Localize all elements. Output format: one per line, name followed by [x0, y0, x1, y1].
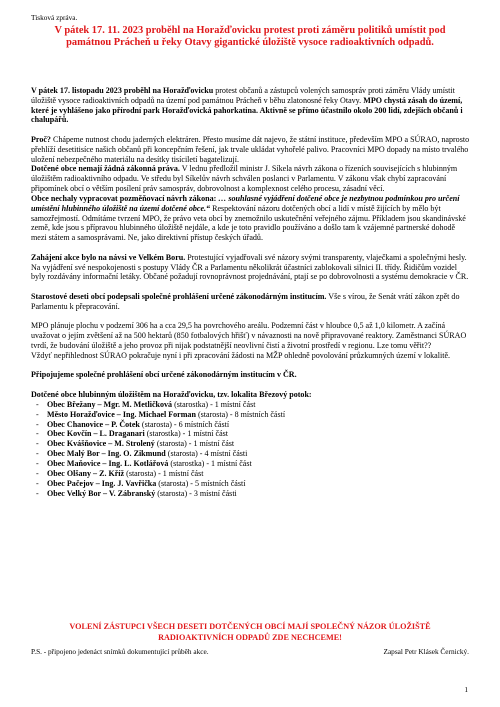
- closing-statement: VOLENÍ ZÁSTUPCI VŠECH DESETI DOTČENÝCH OBCÍ MAJÍ SPOLEČNÝ NÁZOR ÚLOŽIŠTĚ RADIOAKTIVNÍCH ODPADŮ ZDE NECHCEME!: [69, 622, 431, 642]
- list-item: - Obec Kvášňovice – M. Strolený (starosta) - 1 místní část: [31, 439, 472, 449]
- why-paragraph: [31, 135, 472, 164]
- press-release-label: Tisková zpráva.: [31, 13, 78, 22]
- list-item: - Obec Olšany – Z. Kříž (starosta) - 1 místní část: [31, 469, 472, 479]
- document-body: [31, 86, 472, 498]
- attachment-note: Připojujeme společné prohlášení obcí určené zákonodárným institucím v ČR.: [31, 370, 297, 380]
- signature-line: Zapsal Petr Klásek Černický.: [383, 647, 469, 656]
- why-lead: Proč?: [31, 135, 51, 145]
- no-rights-text: V lednu předložil ministr J. Síkela návrh zákona o řízeních souvisejících s hlubinným úložištěm radioaktivního odpadu. Ve středu byl Síkelův návrh schválen poslanci v Parlamentu. V zákonu však chybí zapracování připomínek obcí o větším posílení práv samospráv, dobrovolnost a komplexnost celého procesu, zásadní věcí.: [31, 164, 458, 194]
- mpo-area-paragraph: MPO plánuje plochu v podzemí 306 ha a cca 29,5 ha povrchového areálu. Podzemní část v hloubce 0,5 až 1,0 kilometr. A začíná uvažovat o jejím zvětšení až na 500 hektarů (850 fotbalových hřišť) v návaznosti na nově připravované reaktory. Zaměstnanci SÚRAO tvrdí, že budování úložiště a jeho provoz při nijak podstatnější neovlivní čistí a životní prostředí v regionu. Lze tomu věřit??: [31, 321, 467, 351]
- page-number: 1: [464, 685, 468, 694]
- amendment-text: Respektování názoru dotčených obcí a lidí v místě žijících by mělo být samozřejmostí. Odmítáme tvrzení MPO, že právo veta obcí by znemožnilo uskutečnění veřejného zájmu. Příkladem jsou skandinávské země, kde jsou s přípravou hlubinného úložiště nejdále, a kde je toto pravidlo používáno a došlo tam k vzájemné partnerské dohodě mezi státem a samosprávami. Ne, jako direktivní přístup českých úřadů.: [31, 203, 466, 243]
- intro-text: protest občanů a zástupců volených samospráv proti záměru Vlády umístit úložiště vysoce radioaktivních odpadů na území pod památnou Prácheň v běhu zlatonosné řeky Otavy.: [31, 86, 455, 105]
- list-item: - Obec Malý Bor – Ing. O. Zikmund (starosta) - 4 místní části: [31, 449, 472, 459]
- amendment-lead: Obce nechaly vypracovat pozměňovací návrh zákona:: [31, 193, 217, 203]
- list-item: - Obec Velký Bor – V. Zábranský (starosta) - 3 místní části: [31, 489, 472, 499]
- postscript: P.S. - připojeno jedenáct snímků dokumentující průběh akce.: [31, 647, 209, 656]
- intro-bold: MPO chystá zásah do území, které je vyhlášeno jako přírodní park Horažďovická pahorkatina. Aktivně se přímo účastnilo okolo 200 lidí, zdejších občanů i chalupářů.: [31, 95, 463, 125]
- list-item: - Obec Maňovice – Ing. L. Kotlářová (starostka) - 1 místní část: [31, 459, 472, 469]
- no-rights-paragraph: [31, 164, 472, 193]
- opening-text: Protestující vyjadřovali své názory svými transparenty, vlaječkami a společnými hesly. Na vyjádření své nespokojenosti s postupy Vlády ČR a Parlamentu několikrát účastníci zablokovali silnici II. třídy. Řidičům vozidel byly rozdávány informační letáky. Občané požadují rovnoprávnost projednávání, ptají se po dobrovolnosti a systému demokracie v ČR.: [31, 252, 469, 282]
- list-item: - Obec Chanovice – P. Čotek (starosta) - 6 místních částí: [31, 420, 472, 430]
- municipalities-list: [31, 400, 472, 498]
- mayors-lead: Starostové deseti obcí podepsali společné prohlášení určené zákonodárným institucím.: [31, 292, 327, 302]
- list-item: - Obec Kovčín – L. Draganari (starostka) - 1 místní část: [31, 429, 472, 439]
- opening-paragraph: [31, 253, 472, 282]
- intro-paragraph: [31, 86, 472, 125]
- mayors-text: Vše s vírou, že Senát vrátí zákon zpět do Parlamentu k přepracování.: [31, 292, 460, 311]
- mayors-paragraph: [31, 292, 472, 312]
- document-title: V pátek 17. 11. 2023 proběhl na Horažďovicku protest proti záměru politiků umístit pod památnou Prácheň u řeky Otavy gigantické úložiště vysoce radioaktivních odpadů.: [54, 25, 446, 49]
- opening-lead: Zahájení akce bylo na návsi ve Velkém Boru.: [31, 252, 186, 262]
- municipalities-heading: Dotčené obce hlubinným úložištěm na Horažďovicku, tzv. lokalita Březový potok:: [31, 390, 312, 400]
- list-item: - Město Horažďovice – Ing. Michael Forman (starosta) - 8 místních částí: [31, 410, 472, 420]
- amendment-paragraph: [31, 194, 472, 243]
- mpo-area-paragraph-2: Vždyť nepřihlednost SÚRAO pokračuje nyní i při zpracování žádosti na MŽP ohledně povolování průzkumných území v lokalitě.: [31, 350, 451, 360]
- intro-lead: V pátek 17. listopadu 2023 proběhl na Horažďovicku: [31, 86, 214, 95]
- no-rights-lead: Dotčené obce nemají žádná zákonná práva.: [31, 164, 180, 174]
- list-item: - Obec Pačejov – Ing. J. Vavřička (starosta) - 5 místních částí: [31, 479, 472, 489]
- list-item: - Obec Břežany – Mgr. M. Metličková (starostka) - 1 místní část: [31, 400, 472, 410]
- why-text: Chápeme nutnost chodu jaderných elektráren. Přesto musíme dát najevo, že státní instituce, především MPO a SÚRAO, naprosto přehlíží desetitisíce našich občanů při koncepčním řešení, jak trvale ukládat vyhořelé palivo. Pracovníci MPO dopady na místo trvalého uložení nebezpečného materiálu na desítky tisíciletí bagatelizují.: [31, 135, 470, 164]
- amendment-quote: … souhlasné vyjádření dotčené obce je nezbytnou podmínkou pro určení umístění hlubinného úložiště na území dotčené obce.“: [31, 193, 460, 213]
